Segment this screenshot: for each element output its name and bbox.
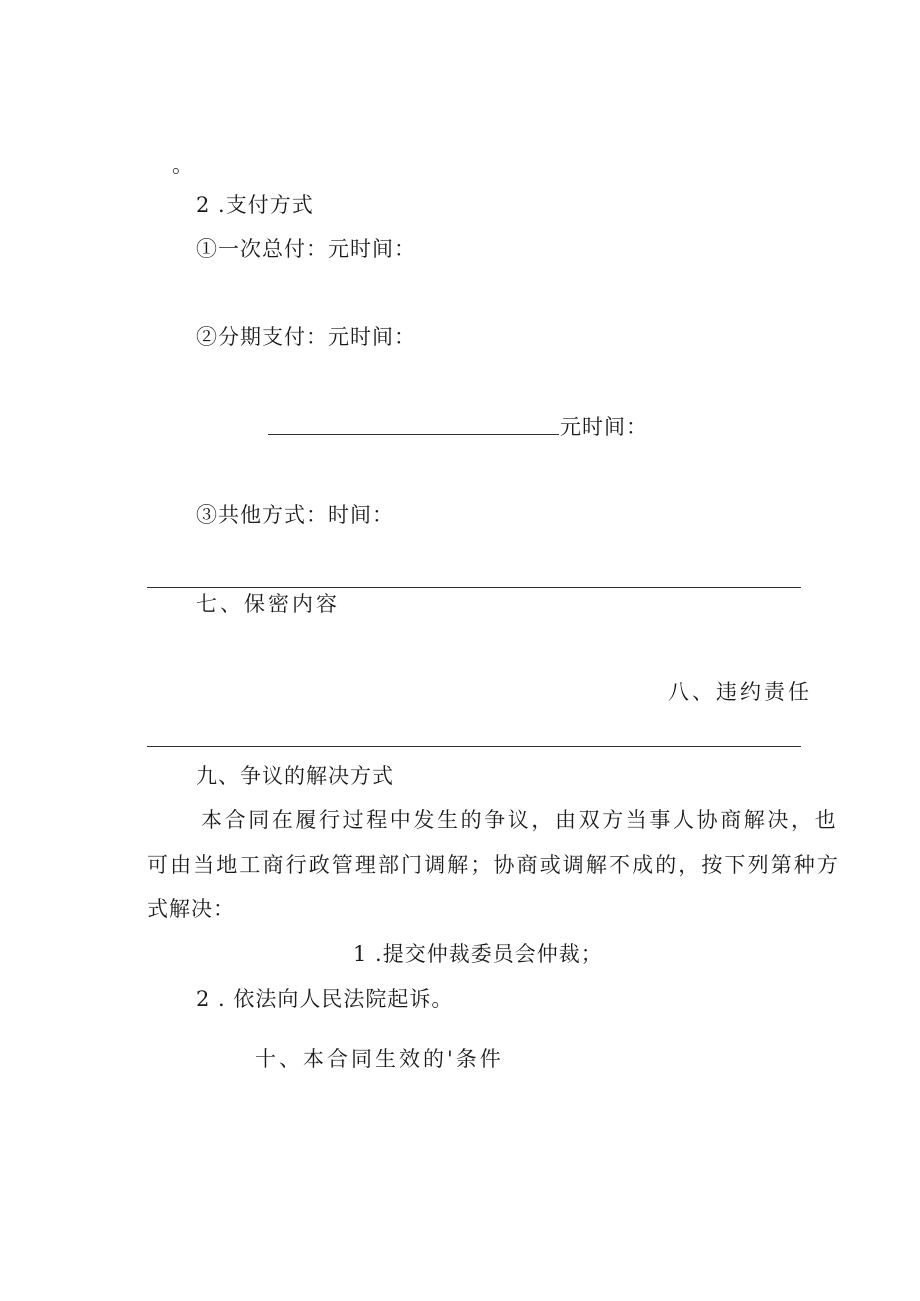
- blank-fill-line: [268, 434, 559, 435]
- stray-mark: 。: [172, 153, 194, 177]
- section-8-heading: 八、违约责任: [668, 680, 812, 704]
- section-9-heading: 九、争议的解决方式: [196, 764, 394, 788]
- lump-sum-payment-line: ①一次总付：元时间：: [196, 237, 416, 261]
- section-7-heading: 七、保密内容: [196, 592, 340, 616]
- dispute-option-arbitration: 1 .提交仲裁委员会仲裁；: [353, 942, 603, 966]
- dispute-paragraph-line: 式解决：: [147, 897, 235, 921]
- dispute-option-court: 2 . 依法向人民法院起诉。: [196, 987, 454, 1011]
- installment-payment-line: ②分期支付：元时间：: [196, 325, 416, 349]
- dispute-paragraph-line: 本合同在履行过程中发生的争议，由双方当事人协商解决，也: [201, 808, 839, 832]
- other-payment-line: ③共他方式：时间：: [196, 503, 394, 527]
- dispute-paragraph-line: 可由当地工商行政管理部门调解；协商或调解不成的，按下列第种方: [147, 853, 840, 877]
- divider-line: [147, 746, 801, 747]
- divider-line: [147, 587, 801, 588]
- section-10-heading: 十、本合同生效的'条件: [255, 1047, 504, 1071]
- payment-method-heading: 2 .支付方式: [196, 193, 314, 217]
- installment-second-line: 元时间：: [560, 415, 648, 439]
